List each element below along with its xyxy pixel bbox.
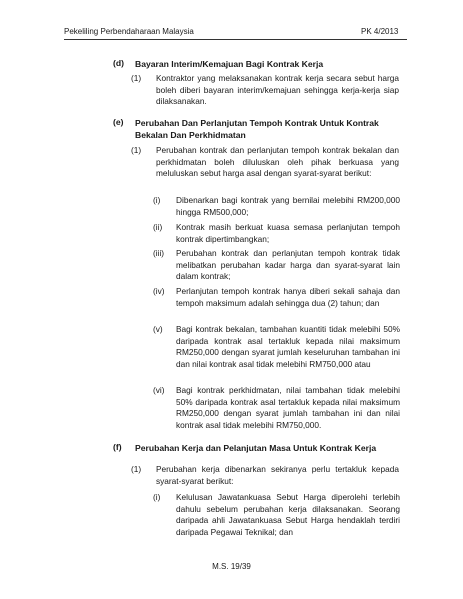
subitem-text: Dibenarkan bagi kontrak yang bernilai melebihi RM200,000 hingga RM500,000;: [176, 195, 400, 217]
subitem-text: Perlanjutan tempoh kontrak hanya diberi sekali sahaja dan tempoh maksimum adalah sehingga dua (2) tahun; dan: [176, 286, 400, 308]
paragraph: Perubahan kontrak dan perlanjutan tempoh kontrak bekalan dan perkhidmatan boleh diluluskan oleh pihak berkuasa yang meluluskan sebut harga asal dengan syarat-syarat berikut:: [156, 145, 399, 178]
section-label-d: (d): [113, 58, 124, 68]
section-title-f: Perubahan Kerja dan Pelanjutan Masa Untuk Kontrak Kerja: [135, 443, 377, 453]
section-title-d: Bayaran Interim/Kemajuan Bagi Kontrak Kerja: [135, 59, 324, 69]
paragraph: Perubahan kerja dibenarkan sekiranya perlu tertakluk kepada syarat-syarat berikut:: [156, 464, 399, 486]
subitem-text: Bagi kontrak bekalan, tambahan kuantiti tidak melebihi 50% daripada kontrak asal tertakluk kepada nilai maksimum RM250,000 dengan syarat jumlah keseluruhan tambahan ini dan nilai kontrak asal tidak melebihi RM750,000 atau: [176, 324, 400, 369]
subitem-number: (i): [153, 492, 161, 502]
item-number: (1): [131, 145, 142, 155]
subitem-number: (iii): [153, 248, 165, 258]
item-number: (1): [131, 464, 142, 474]
section-title-e: Perubahan Dan Perlanjutan Tempoh Kontrak Untuk Kontrak Bekalan Dan Perkhidmatan: [135, 118, 379, 140]
paragraph: Kontraktor yang melaksanakan kontrak kerja secara sebut harga boleh diberi bayaran interim/kemajuan sehingga kerja-kerja siap dilaksanakan.: [156, 73, 399, 106]
subitem-number: (vi): [153, 385, 165, 395]
subitem-text: Perubahan kontrak dan perlanjutan tempoh kontrak tidak melibatkan perubahan kadar harga dan syarat-syarat lain dalam kontrak;: [176, 248, 400, 281]
subitem-text: Kontrak masih berkuat kuasa semasa perlanjutan tempoh kontrak dipertimbangkan;: [176, 222, 400, 244]
section-label-f: (f): [113, 442, 122, 452]
page-number: M.S. 19/39: [212, 562, 251, 571]
subitem-text: Bagi kontrak perkhidmatan, nilai tambahan tidak melebihi 50% daripada kontrak asal tertakluk kepada nilai maksimum RM250,000 dengan syarat jumlah tambahan ini dan nilai kontrak asal tidak melebihi RM750,000.: [176, 385, 400, 430]
document-reference-number: PK 4/2013: [361, 27, 399, 36]
subitem-number: (ii): [153, 222, 163, 232]
item-number: (1): [131, 73, 142, 83]
subitem-number: (v): [153, 324, 163, 334]
subitem-number: (i): [153, 195, 161, 205]
header-divider: [64, 39, 407, 40]
subitem-number: (iv): [153, 286, 165, 296]
subitem-text: Kelulusan Jawatankuasa Sebut Harga diperolehi terlebih dahulu sebelum perubahan kerja dilaksanakan. Seorang daripada ahli Jawatankuasa Sebut Harga hendaklah terdiri daripada Pegawai Teknikal; dan: [176, 492, 400, 537]
document-header-title: Pekeliling Perbendaharaan Malaysia: [64, 27, 194, 36]
section-label-e: (e): [113, 117, 124, 127]
